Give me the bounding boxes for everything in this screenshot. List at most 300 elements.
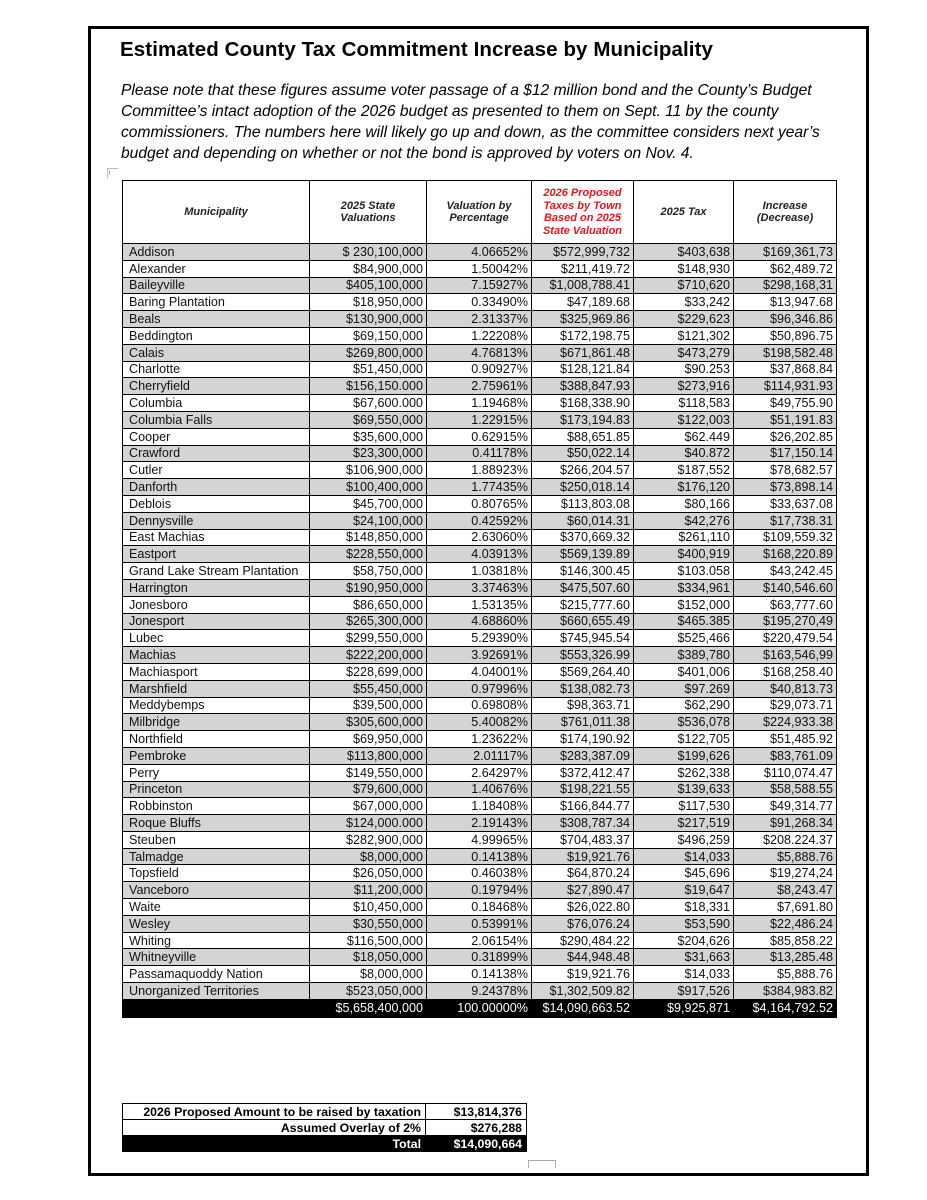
cell-2025-tax: $525,466 xyxy=(634,630,734,647)
cell-proposed-taxes: $1,008,788.41 xyxy=(532,277,634,294)
summary-total-row xyxy=(123,1136,527,1152)
cell-2025-tax: $118,583 xyxy=(634,395,734,412)
cell-increase: $51,191.83 xyxy=(734,411,837,428)
table-row xyxy=(123,915,837,932)
table-row xyxy=(123,966,837,983)
cell-valuation-percentage: 0.90927% xyxy=(427,361,532,378)
cell-municipality: Deblois xyxy=(123,495,310,512)
cell-state-valuation: $51,450,000 xyxy=(310,361,427,378)
cell-proposed-taxes: $569,139.89 xyxy=(532,546,634,563)
table-row xyxy=(123,445,837,462)
cell-municipality: Marshfield xyxy=(123,680,310,697)
cell-state-valuation: $67,600.000 xyxy=(310,395,427,412)
cell-state-valuation: $45,700,000 xyxy=(310,495,427,512)
cell-municipality: East Machias xyxy=(123,529,310,546)
cell-2025-tax: $139,633 xyxy=(634,781,734,798)
cell-valuation-percentage: 7.15927% xyxy=(427,277,532,294)
table-row xyxy=(123,529,837,546)
cell-state-valuation: $523,050,000 xyxy=(310,983,427,1000)
cell-state-valuation: $18,950,000 xyxy=(310,294,427,311)
cell-valuation-percentage: 0.41178% xyxy=(427,445,532,462)
cell-2025-tax: $122,003 xyxy=(634,411,734,428)
cell-municipality: Machias xyxy=(123,647,310,664)
cell-2025-tax: $33,242 xyxy=(634,294,734,311)
cell-state-valuation: $148,850,000 xyxy=(310,529,427,546)
cell-municipality: Columbia xyxy=(123,395,310,412)
cell-2025-tax: $97.269 xyxy=(634,680,734,697)
cell-2025-tax: $401,006 xyxy=(634,663,734,680)
cell-proposed-taxes: $569,264.40 xyxy=(532,663,634,680)
cell-2025-tax: $176,120 xyxy=(634,479,734,496)
cell-valuation-percentage: 0.31899% xyxy=(427,949,532,966)
cell-valuation-percentage: 0.80765% xyxy=(427,495,532,512)
cell-2025-tax: $152,000 xyxy=(634,596,734,613)
cell-state-valuation: $190,950,000 xyxy=(310,579,427,596)
cell-increase: $5,888.76 xyxy=(734,966,837,983)
cell-state-valuation: $67,000,000 xyxy=(310,798,427,815)
table-row xyxy=(123,798,837,815)
cell-valuation-percentage: 2.75961% xyxy=(427,378,532,395)
cell-increase: $168,220.89 xyxy=(734,546,837,563)
header-municipality: Municipality xyxy=(123,181,310,244)
cell-increase: $85,858.22 xyxy=(734,932,837,949)
cell-valuation-percentage: 0.46038% xyxy=(427,865,532,882)
cell-valuation-percentage: 0.69808% xyxy=(427,697,532,714)
cell-state-valuation: $84,900,000 xyxy=(310,260,427,277)
table-row xyxy=(123,378,837,395)
cell-valuation-percentage: 0.14138% xyxy=(427,848,532,865)
cell-proposed-taxes: $172,198.75 xyxy=(532,327,634,344)
header-increase: Increase (Decrease) xyxy=(734,181,837,244)
cell-proposed-taxes: $64,870.24 xyxy=(532,865,634,882)
cell-increase: $26,202.85 xyxy=(734,428,837,445)
table-row xyxy=(123,294,837,311)
table-anchor-icon[interactable] xyxy=(107,168,118,178)
cell-2025-tax: $53,590 xyxy=(634,915,734,932)
cell-municipality: Lubec xyxy=(123,630,310,647)
cell-2025-tax: $473,279 xyxy=(634,344,734,361)
cell-valuation-percentage: 1.88923% xyxy=(427,462,532,479)
cell-state-valuation: $116,500,000 xyxy=(310,932,427,949)
cell-increase: $49,755.90 xyxy=(734,395,837,412)
header-state-valuations: 2025 State Valuations xyxy=(310,181,427,244)
cell-proposed-taxes: $50,022.14 xyxy=(532,445,634,462)
total-valuation: $5,658,400,000 xyxy=(310,999,427,1017)
cell-state-valuation: $106,900,000 xyxy=(310,462,427,479)
total-label xyxy=(123,999,310,1017)
cell-proposed-taxes: $572,999,732 xyxy=(532,244,634,261)
cell-2025-tax: $45,696 xyxy=(634,865,734,882)
cell-valuation-percentage: 0.53991% xyxy=(427,915,532,932)
table-row xyxy=(123,563,837,580)
cell-2025-tax: $217,519 xyxy=(634,815,734,832)
cell-2025-tax: $148,930 xyxy=(634,260,734,277)
cell-state-valuation: $149,550,000 xyxy=(310,764,427,781)
cell-state-valuation: $8,000,000 xyxy=(310,848,427,865)
table-row xyxy=(123,495,837,512)
cell-municipality: Topsfield xyxy=(123,865,310,882)
summary-row xyxy=(123,1120,527,1136)
cell-municipality: Danforth xyxy=(123,479,310,496)
cell-municipality: Grand Lake Stream Plantation xyxy=(123,563,310,580)
cell-2025-tax: $917,526 xyxy=(634,983,734,1000)
cell-2025-tax: $80,166 xyxy=(634,495,734,512)
cell-municipality: Dennysville xyxy=(123,512,310,529)
cell-proposed-taxes: $671,861.48 xyxy=(532,344,634,361)
table-header-row xyxy=(123,181,837,244)
cell-municipality: Roque Bluffs xyxy=(123,815,310,832)
cell-proposed-taxes: $76,076.24 xyxy=(532,915,634,932)
table-row xyxy=(123,983,837,1000)
cell-increase: $298,168,31 xyxy=(734,277,837,294)
cell-2025-tax: $496,259 xyxy=(634,831,734,848)
cell-valuation-percentage: 1.03818% xyxy=(427,563,532,580)
cell-increase: $29,073.71 xyxy=(734,697,837,714)
cell-increase: $43,242.45 xyxy=(734,563,837,580)
cell-valuation-percentage: 0.19794% xyxy=(427,882,532,899)
cell-increase: $384,983.82 xyxy=(734,983,837,1000)
cell-proposed-taxes: $660,655.49 xyxy=(532,613,634,630)
cell-valuation-percentage: 4.03913% xyxy=(427,546,532,563)
table-row xyxy=(123,428,837,445)
cell-valuation-percentage: 4.04001% xyxy=(427,663,532,680)
cell-valuation-percentage: 4.68860% xyxy=(427,613,532,630)
cell-proposed-taxes: $475,507.60 xyxy=(532,579,634,596)
cell-municipality: Jonesport xyxy=(123,613,310,630)
cell-proposed-taxes: $372,412.47 xyxy=(532,764,634,781)
table-row xyxy=(123,815,837,832)
cell-valuation-percentage: 0.62915% xyxy=(427,428,532,445)
cell-state-valuation: $58,750,000 xyxy=(310,563,427,580)
cell-2025-tax: $42,276 xyxy=(634,512,734,529)
table-row xyxy=(123,949,837,966)
cell-proposed-taxes: $761,011.38 xyxy=(532,714,634,731)
table-row xyxy=(123,647,837,664)
cell-2025-tax: $40.872 xyxy=(634,445,734,462)
cell-proposed-taxes: $60,014.31 xyxy=(532,512,634,529)
cell-state-valuation: $24,100,000 xyxy=(310,512,427,529)
cell-municipality: Waite xyxy=(123,899,310,916)
cell-state-valuation: $305,600,000 xyxy=(310,714,427,731)
cell-increase: $208.224.37 xyxy=(734,831,837,848)
cell-valuation-percentage: 2.06154% xyxy=(427,932,532,949)
header-proposed-taxes: 2026 Proposed Taxes by Town Based on 2025 State Valuation xyxy=(532,181,634,244)
totals-row xyxy=(123,999,837,1017)
table-row xyxy=(123,277,837,294)
table-row xyxy=(123,932,837,949)
cell-increase: $91,268.34 xyxy=(734,815,837,832)
cell-state-valuation: $35,600,000 xyxy=(310,428,427,445)
cell-increase: $78,682.57 xyxy=(734,462,837,479)
table-row xyxy=(123,663,837,680)
cell-valuation-percentage: 1.77435% xyxy=(427,479,532,496)
table-row xyxy=(123,630,837,647)
cell-municipality: Columbia Falls xyxy=(123,411,310,428)
cell-proposed-taxes: $138,082.73 xyxy=(532,680,634,697)
cell-increase: $114,931.93 xyxy=(734,378,837,395)
cell-state-valuation: $69,550,000 xyxy=(310,411,427,428)
cell-2025-tax: $19,647 xyxy=(634,882,734,899)
cell-municipality: Baileyville xyxy=(123,277,310,294)
cell-state-valuation: $113,800,000 xyxy=(310,747,427,764)
cell-2025-tax: $121,302 xyxy=(634,327,734,344)
cell-proposed-taxes: $168,338.90 xyxy=(532,395,634,412)
cell-increase: $49,314.77 xyxy=(734,798,837,815)
cell-valuation-percentage: 3.92691% xyxy=(427,647,532,664)
cell-proposed-taxes: $19,921.76 xyxy=(532,848,634,865)
cell-increase: $7,691.80 xyxy=(734,899,837,916)
cell-valuation-percentage: 1.23622% xyxy=(427,731,532,748)
resize-handle-icon[interactable] xyxy=(528,1160,556,1168)
cell-municipality: Princeton xyxy=(123,781,310,798)
cell-increase: $83,761.09 xyxy=(734,747,837,764)
table-row xyxy=(123,882,837,899)
cell-municipality: Cherryfield xyxy=(123,378,310,395)
cell-municipality: Whitneyville xyxy=(123,949,310,966)
page-title: Estimated County Tax Commitment Increase by Municipality xyxy=(120,38,714,61)
cell-valuation-percentage: 2.19143% xyxy=(427,815,532,832)
cell-increase: $13,285.48 xyxy=(734,949,837,966)
cell-municipality: Alexander xyxy=(123,260,310,277)
table-row xyxy=(123,831,837,848)
cell-state-valuation: $39,500,000 xyxy=(310,697,427,714)
table-row xyxy=(123,512,837,529)
cell-proposed-taxes: $27,890.47 xyxy=(532,882,634,899)
cell-increase: $63,777.60 xyxy=(734,596,837,613)
cell-valuation-percentage: 4.76813% xyxy=(427,344,532,361)
cell-valuation-percentage: 1.19468% xyxy=(427,395,532,412)
cell-proposed-taxes: $26,022.80 xyxy=(532,899,634,916)
disclaimer-note: Please note that these figures assume voter passage of a $12 million bond and the County’s Budget Committee’s intact adoption of the 2026 budget as presented to them on Sept. 11 by the county commissioners. The numbers here will likely go up and down, as the committee considers next year’s budget and depending on whether or not the bond is approved by voters on Nov. 4. xyxy=(121,82,820,162)
cell-proposed-taxes: $146,300.45 xyxy=(532,563,634,580)
cell-proposed-taxes: $173,194.83 xyxy=(532,411,634,428)
cell-municipality: Baring Plantation xyxy=(123,294,310,311)
cell-valuation-percentage: 0.42592% xyxy=(427,512,532,529)
table-row xyxy=(123,613,837,630)
summary-total-value: $14,090,664 xyxy=(426,1136,527,1152)
summary-table xyxy=(122,1103,527,1152)
cell-increase: $140,546.60 xyxy=(734,579,837,596)
cell-2025-tax: $117,530 xyxy=(634,798,734,815)
cell-state-valuation: $265,300,000 xyxy=(310,613,427,630)
cell-2025-tax: $103.058 xyxy=(634,563,734,580)
table-row xyxy=(123,697,837,714)
table-row xyxy=(123,899,837,916)
cell-state-valuation: $18,050,000 xyxy=(310,949,427,966)
cell-increase: $168,258.40 xyxy=(734,663,837,680)
cell-proposed-taxes: $283,387.09 xyxy=(532,747,634,764)
cell-proposed-taxes: $370,669.32 xyxy=(532,529,634,546)
cell-2025-tax: $261,110 xyxy=(634,529,734,546)
cell-state-valuation: $124,000.000 xyxy=(310,815,427,832)
table-row xyxy=(123,395,837,412)
cell-valuation-percentage: 0.18468% xyxy=(427,899,532,916)
cell-valuation-percentage: 9.24378% xyxy=(427,983,532,1000)
cell-proposed-taxes: $113,803.08 xyxy=(532,495,634,512)
cell-municipality: Wesley xyxy=(123,915,310,932)
table-row xyxy=(123,731,837,748)
cell-proposed-taxes: $44,948.48 xyxy=(532,949,634,966)
cell-municipality: Cooper xyxy=(123,428,310,445)
cell-proposed-taxes: $19,921.76 xyxy=(532,966,634,983)
cell-state-valuation: $55,450,000 xyxy=(310,680,427,697)
total-proposed-taxes: $14,090,663.52 xyxy=(532,999,634,1017)
cell-valuation-percentage: 2.01117% xyxy=(427,747,532,764)
cell-increase: $22,486.24 xyxy=(734,915,837,932)
table-row xyxy=(123,344,837,361)
cell-municipality: Northfield xyxy=(123,731,310,748)
cell-2025-tax: $389,780 xyxy=(634,647,734,664)
cell-2025-tax: $62,290 xyxy=(634,697,734,714)
cell-increase: $109,559.32 xyxy=(734,529,837,546)
cell-valuation-percentage: 2.31337% xyxy=(427,311,532,328)
cell-increase: $198,582.48 xyxy=(734,344,837,361)
table-row xyxy=(123,764,837,781)
table-row xyxy=(123,244,837,261)
table-row xyxy=(123,411,837,428)
cell-2025-tax: $262,338 xyxy=(634,764,734,781)
cell-valuation-percentage: 1.53135% xyxy=(427,596,532,613)
cell-valuation-percentage: 1.22208% xyxy=(427,327,532,344)
cell-valuation-percentage: 0.97996% xyxy=(427,680,532,697)
header-valuation-percentage: Valuation by Percentage xyxy=(427,181,532,244)
cell-municipality: Addison xyxy=(123,244,310,261)
summary-total-label: Total xyxy=(123,1136,426,1152)
cell-municipality: Harrington xyxy=(123,579,310,596)
cell-proposed-taxes: $198,221.55 xyxy=(532,781,634,798)
cell-proposed-taxes: $166,844.77 xyxy=(532,798,634,815)
cell-proposed-taxes: $266,204.57 xyxy=(532,462,634,479)
cell-state-valuation: $ 230,100,000 xyxy=(310,244,427,261)
cell-state-valuation: $130,900,000 xyxy=(310,311,427,328)
cell-increase: $8,243.47 xyxy=(734,882,837,899)
cell-state-valuation: $228,550,000 xyxy=(310,546,427,563)
cell-2025-tax: $187,552 xyxy=(634,462,734,479)
cell-municipality: Charlotte xyxy=(123,361,310,378)
table-row xyxy=(123,848,837,865)
total-2025-tax: $9,925,871 xyxy=(634,999,734,1017)
cell-2025-tax: $273,916 xyxy=(634,378,734,395)
cell-state-valuation: $228,699,000 xyxy=(310,663,427,680)
cell-state-valuation: $79,600,000 xyxy=(310,781,427,798)
table-row xyxy=(123,462,837,479)
cell-increase: $110,074.47 xyxy=(734,764,837,781)
cell-valuation-percentage: 2.64297% xyxy=(427,764,532,781)
cell-increase: $224,933.38 xyxy=(734,714,837,731)
cell-state-valuation: $405,100,000 xyxy=(310,277,427,294)
table-row xyxy=(123,747,837,764)
cell-valuation-percentage: 2.63060% xyxy=(427,529,532,546)
cell-proposed-taxes: $290,484.22 xyxy=(532,932,634,949)
cell-state-valuation: $269,800,000 xyxy=(310,344,427,361)
cell-valuation-percentage: 0.33490% xyxy=(427,294,532,311)
cell-municipality: Milbridge xyxy=(123,714,310,731)
cell-municipality: Eastport xyxy=(123,546,310,563)
cell-2025-tax: $122,705 xyxy=(634,731,734,748)
cell-municipality: Crawford xyxy=(123,445,310,462)
cell-proposed-taxes: $325,969.86 xyxy=(532,311,634,328)
cell-valuation-percentage: 5.40082% xyxy=(427,714,532,731)
cell-municipality: Passamaquoddy Nation xyxy=(123,966,310,983)
cell-proposed-taxes: $704,483.37 xyxy=(532,831,634,848)
cell-state-valuation: $23,300,000 xyxy=(310,445,427,462)
cell-increase: $5,888.76 xyxy=(734,848,837,865)
cell-municipality: Meddybemps xyxy=(123,697,310,714)
table-row xyxy=(123,680,837,697)
cell-increase: $13,947.68 xyxy=(734,294,837,311)
cell-municipality: Perry xyxy=(123,764,310,781)
cell-municipality: Robbinston xyxy=(123,798,310,815)
table-row xyxy=(123,327,837,344)
cell-2025-tax: $536,078 xyxy=(634,714,734,731)
cell-increase: $19,274,24 xyxy=(734,865,837,882)
table-row xyxy=(123,311,837,328)
cell-increase: $17,150.14 xyxy=(734,445,837,462)
cell-valuation-percentage: 4.99965% xyxy=(427,831,532,848)
table-row xyxy=(123,596,837,613)
table-row xyxy=(123,865,837,882)
cell-proposed-taxes: $1,302,509.82 xyxy=(532,983,634,1000)
table-row xyxy=(123,361,837,378)
cell-proposed-taxes: $308,787.34 xyxy=(532,815,634,832)
cell-state-valuation: $222,200,000 xyxy=(310,647,427,664)
cell-increase: $195,270,49 xyxy=(734,613,837,630)
summary-label: Assumed Overlay of 2% xyxy=(123,1120,426,1136)
cell-proposed-taxes: $211,419.72 xyxy=(532,260,634,277)
cell-increase: $50,896.75 xyxy=(734,327,837,344)
cell-increase: $73,898.14 xyxy=(734,479,837,496)
cell-municipality: Beddington xyxy=(123,327,310,344)
cell-municipality: Beals xyxy=(123,311,310,328)
cell-increase: $58,588.55 xyxy=(734,781,837,798)
cell-increase: $51,485.92 xyxy=(734,731,837,748)
cell-valuation-percentage: 1.18408% xyxy=(427,798,532,815)
cell-proposed-taxes: $128,121.84 xyxy=(532,361,634,378)
cell-increase: $40,813.73 xyxy=(734,680,837,697)
cell-state-valuation: $100,400,000 xyxy=(310,479,427,496)
cell-2025-tax: $465.385 xyxy=(634,613,734,630)
cell-2025-tax: $31,663 xyxy=(634,949,734,966)
cell-municipality: Cutler xyxy=(123,462,310,479)
cell-valuation-percentage: 0.14138% xyxy=(427,966,532,983)
cell-2025-tax: $229,623 xyxy=(634,311,734,328)
cell-increase: $220,479.54 xyxy=(734,630,837,647)
cell-state-valuation: $282,900,000 xyxy=(310,831,427,848)
cell-proposed-taxes: $553,326.99 xyxy=(532,647,634,664)
cell-valuation-percentage: 4.06652% xyxy=(427,244,532,261)
cell-municipality: Talmadge xyxy=(123,848,310,865)
cell-proposed-taxes: $388,847.93 xyxy=(532,378,634,395)
cell-valuation-percentage: 1.22915% xyxy=(427,411,532,428)
summary-label: 2026 Proposed Amount to be raised by taxation xyxy=(123,1104,426,1120)
cell-state-valuation: $11,200,000 xyxy=(310,882,427,899)
cell-increase: $163,546,99 xyxy=(734,647,837,664)
cell-increase: $96,346.86 xyxy=(734,311,837,328)
cell-state-valuation: $69,950,000 xyxy=(310,731,427,748)
cell-municipality: Calais xyxy=(123,344,310,361)
total-increase: $4,164,792.52 xyxy=(734,999,837,1017)
cell-2025-tax: $90.253 xyxy=(634,361,734,378)
cell-state-valuation: $30,550,000 xyxy=(310,915,427,932)
summary-value: $276,288 xyxy=(426,1120,527,1136)
cell-municipality: Pembroke xyxy=(123,747,310,764)
header-2025-tax: 2025 Tax xyxy=(634,181,734,244)
cell-increase: $37,868.84 xyxy=(734,361,837,378)
cell-2025-tax: $14,033 xyxy=(634,966,734,983)
cell-municipality: Whiting xyxy=(123,932,310,949)
summary-row xyxy=(123,1104,527,1120)
cell-municipality: Machiasport xyxy=(123,663,310,680)
